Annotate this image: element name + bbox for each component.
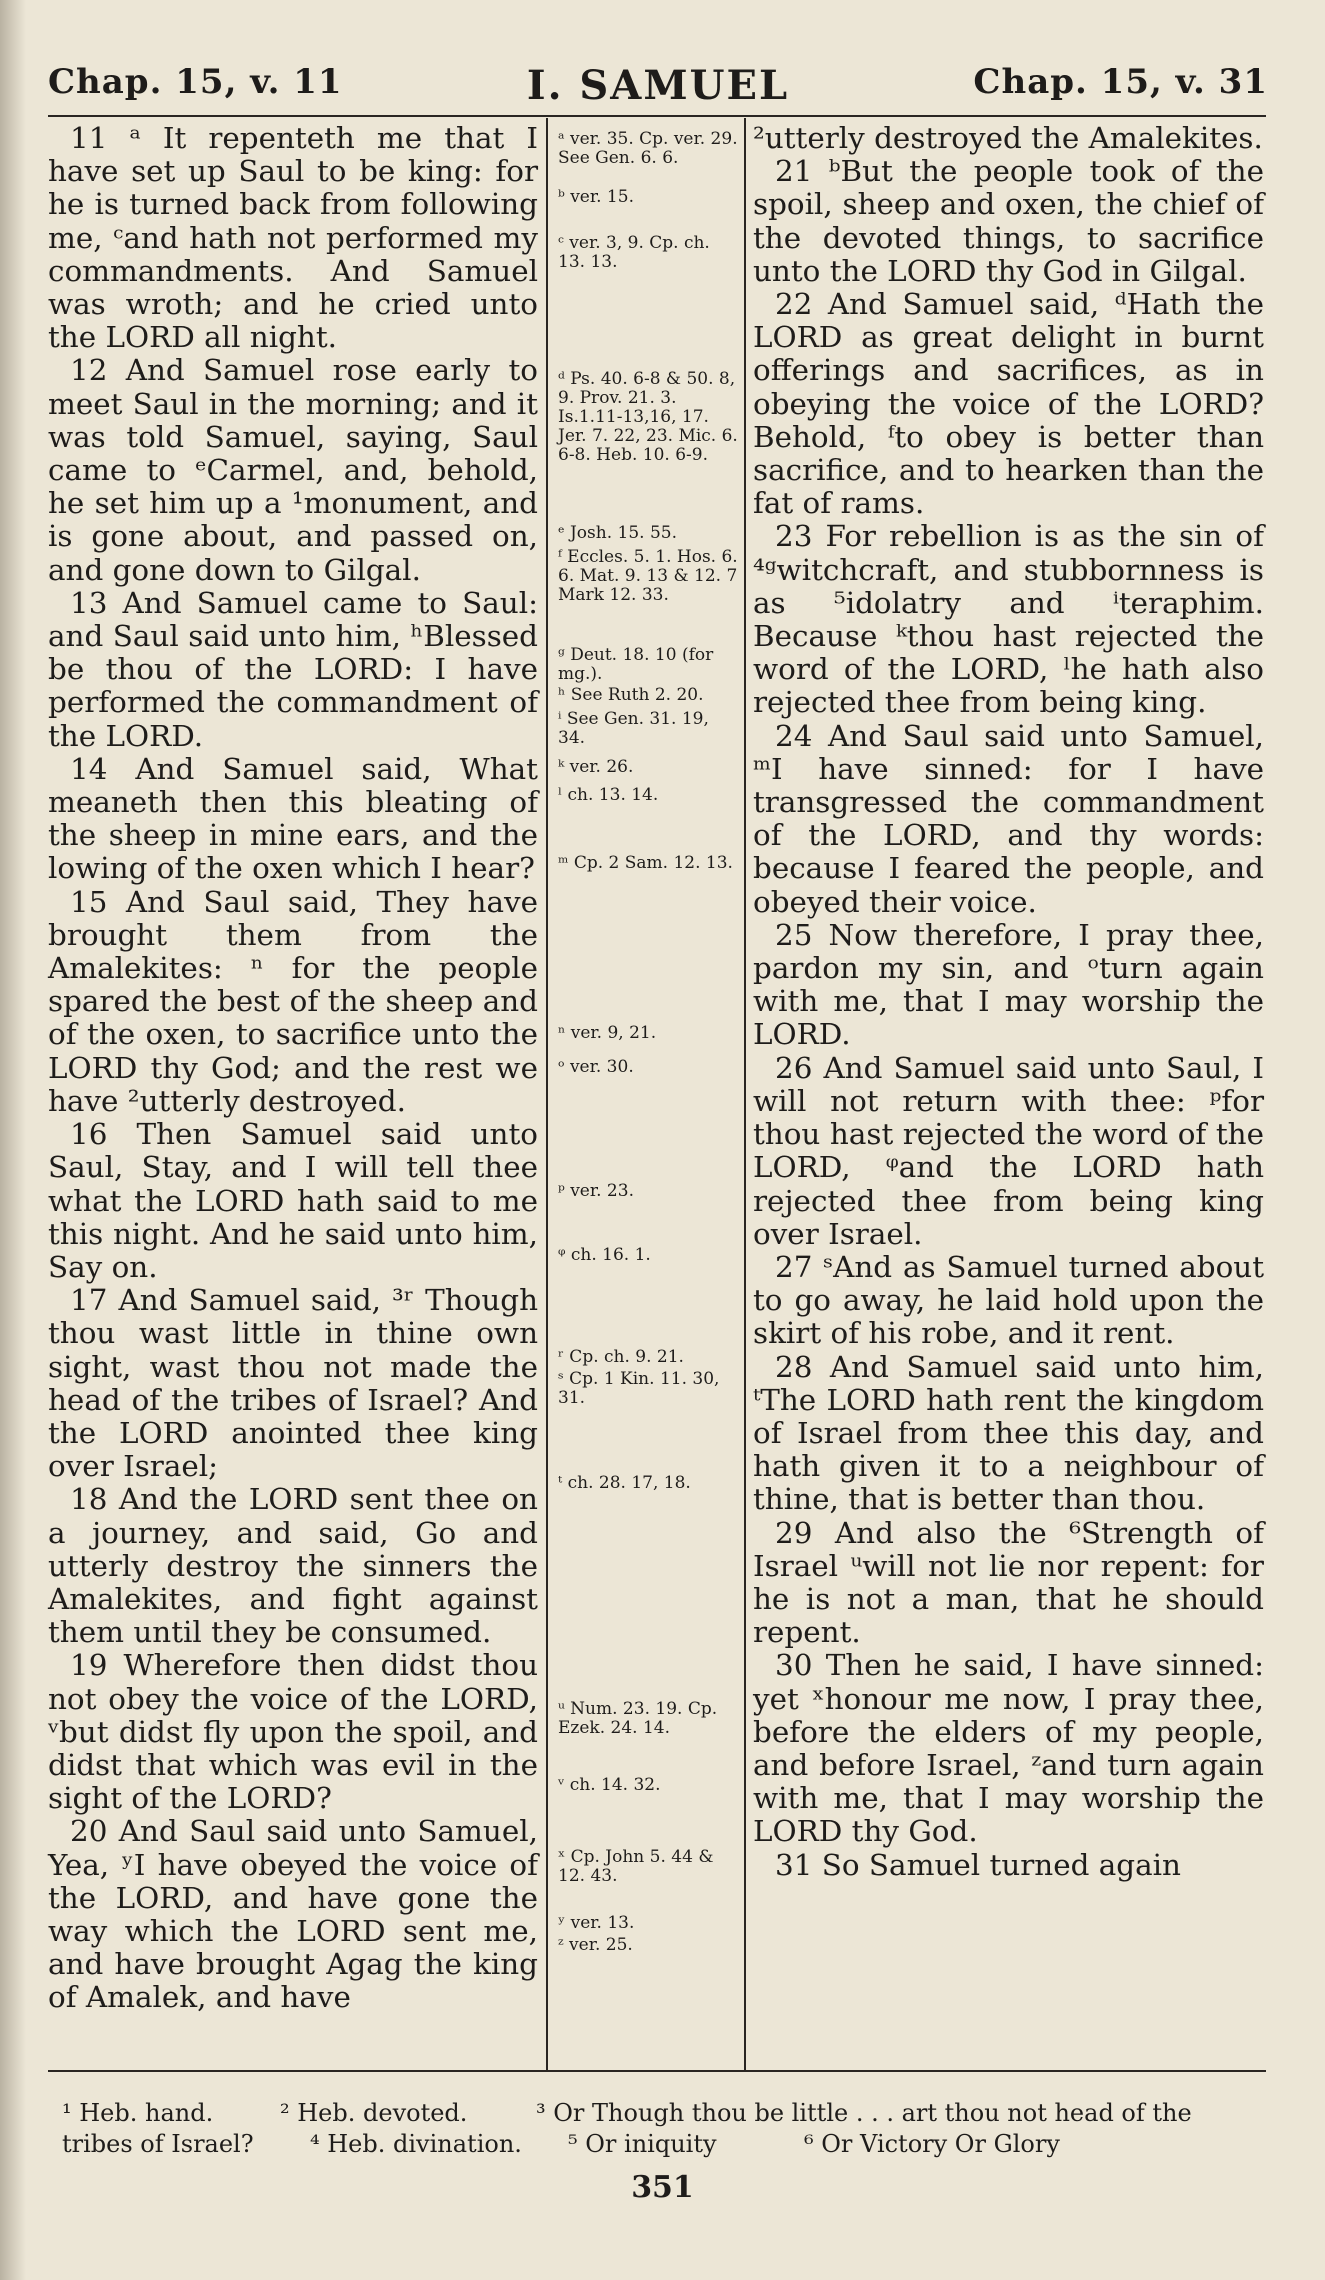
cross-ref-i: ⁱ See Gen. 31. 19, 34. [558,709,709,748]
footnote-3: ³ Or Though thou be little . . . art thou not head of the [536,2099,1192,2127]
cross-ref-t: ᵗ ch. 28. 17, 18. [558,1473,691,1493]
header-book-title: I. SAMUEL [526,62,790,109]
text-column-right [753,122,1264,1882]
cross-ref-f: ᶠ Eccles. 5. 1. Hos. 6. 6. Mat. 9. 13 & 12. 7 Mark 12. 33. [558,547,738,605]
verse-27: 27 ˢAnd as Samuel turned about to go away, he laid hold upon the skirt of his robe, and it rent. [753,1249,1264,1351]
cross-ref-z: ᶻ ver. 25. [558,1935,633,1955]
column-rule-right [744,118,746,2070]
cross-ref-v: ᵛ ch. 14. 32. [558,1775,661,1795]
verse-13: 13 And Samuel came to Saul: and Saul said unto him, ʰBlessed be thou of the LORD: I have performed the commandment of the LORD. [48,585,538,753]
running-header [48,62,1268,112]
cross-ref-x: ˣ Cp. John 5. 44 & 12. 43. [558,1847,714,1886]
cross-ref-y: ʸ ver. 13. [558,1913,635,1933]
cross-ref-g: ᵍ Deut. 18. 10 (for mg.). [558,645,714,684]
verse-15: 15 And Saul said, They have brought them from the Amalekites: ⁿ for the people spared the best of the sheep and of the oxen, to sacrifice unto the LORD thy God; and the rest we have ²utterly destroyed. [48,884,538,1118]
footnote-line-1 [48,2098,1268,2129]
verse-17: 17 And Samuel said, ³ʳ Though thou wast little in thine own sight, wast thou not made the head of the tribes of Israel? And the LORD anointed thee king over Israel; [48,1283,538,1484]
verse-21: 21 ᵇBut the people took of the spoil, sheep and oxen, the chief of the devoted things, to sacrifice unto the LORD thy God in Gilgal. [753,154,1264,288]
footnote-3-continued: tribes of Israel? [62,2130,254,2158]
footnote-4: ⁴ Heb. divination. [310,2130,522,2158]
cross-ref-d: ᵈ Ps. 40. 6-8 & 50. 8, 9. Prov. 21. 3. Is.1.11-13,16, 17. Jer. 7. 22, 23. Mic. 6. 6-8. Heb. 10. 6-9. [558,369,738,465]
footnote-5: ⁵ Or iniquity [568,2130,717,2158]
verse-11: 11 ᵃ It repenteth me that I have set up Saul to be king: for he is turned back from following me, ᶜand hath not performed my commandments. And Samuel was wroth; and he cried unto the LORD all night. [48,121,538,355]
cross-ref-u: ᵘ Num. 23. 19. Cp. Ezek. 24. 14. [558,1699,718,1738]
verse-14: 14 And Samuel said, What meaneth then this bleating of the sheep in mine ears, and the lowing of the oxen which I hear? [48,751,538,886]
header-chapter-right: Chap. 15, v. 31 [973,62,1268,102]
verse-19: 19 Wherefore then didst thou not obey the voice of the LORD, ᵛbut didst fly upon the spoil, and didst that which was evil in the sight of the LORD? [48,1648,538,1816]
cross-ref-m: ᵐ Cp. 2 Sam. 12. 13. [558,853,733,873]
cross-ref-b: ᵇ ver. 15. [558,187,634,207]
header-chapter-left: Chap. 15, v. 11 [48,62,343,102]
footnote-2: ² Heb. devoted. [280,2099,468,2127]
cross-ref-n: ⁿ ver. 9, 21. [558,1023,657,1043]
cross-ref-o: ᵒ ver. 30. [558,1057,634,1077]
page-number: 351 [631,2170,694,2205]
verse-20-continued: ²utterly destroyed the Amalekites. [753,121,1263,155]
cross-ref-s: ˢ Cp. 1 Kin. 11. 30, 31. [558,1369,720,1408]
footnotes [48,2098,1268,2160]
cross-ref-l: ˡ ch. 13. 14. [558,785,659,805]
cross-ref-h: ʰ See Ruth 2. 20. [558,685,704,705]
verse-18: 18 And the LORD sent thee on a journey, and said, Go and utterly destroy the sinners the Amalekites, and fight against them until they be consumed. [48,1482,538,1650]
verse-20: 20 And Saul said unto Samuel, Yea, ʸI have obeyed the voice of the LORD, and have gone the way which the LORD sent me, and have brought Agag the king of Amalek, and have [48,1814,538,2015]
verse-28: 28 And Samuel said unto him, ᵗThe LORD hath rent the kingdom of Israel from thee this day, and hath given it to a neighbour of thine, that is better than thou. [753,1349,1264,1517]
cross-ref-e: ᵉ Josh. 15. 55. [558,523,677,543]
verse-16: 16 Then Samuel said unto Saul, Stay, and I will tell thee what the LORD hath said to me this night. And he said unto him, Say on. [48,1117,538,1284]
verse-26: 26 And Samuel said unto Saul, I will not return with thee: ᵖfor thou hast rejected the word of the LORD, ᵠand the LORD hath rejected thee from being king over Israel. [753,1050,1264,1251]
verse-12: 12 And Samuel rose early to meet Saul in the morning; and it was told Samuel, saying, Saul came to ᵉCarmel, and, behold, he set him up a ¹monument, and is gone about, and passed on, and gone down to Gilgal. [48,353,538,587]
verse-24: 24 And Saul said unto Samuel, ᵐI have sinned: for I have transgressed the commandment of the LORD, and thy words: because I feared the people, and obeyed their voice. [753,718,1264,919]
cross-ref-p: ᵖ ver. 23. [558,1181,634,1201]
verse-25: 25 Now therefore, I pray thee, pardon my sin, and ᵒturn again with me, that I may worship the LORD. [753,917,1264,1052]
verse-23: 23 For rebellion is as the sin of ⁴ᵍwitchcraft, and stubbornness is as ⁵idolatry and ⁱteraphim. Because ᵏthou hast rejected the word of the LORD, ˡhe hath also rejected thee from being king. [753,519,1264,720]
footer-rule [48,2070,1266,2072]
page-gutter-shadow [0,0,26,2280]
verse-30: 30 Then he said, I have sinned: yet ˣhonour me now, I pray thee, before the elders of my people, and before Israel, ᶻand turn again with me, that I may worship the LORD thy God. [753,1648,1264,1849]
cross-ref-k: ᵏ ver. 26. [558,757,634,777]
verse-31: 31 So Samuel turned again [775,1847,1181,1882]
footnote-line-2 [48,2129,1268,2160]
cross-ref-a: ᵃ ver. 35. Cp. ver. 29. See Gen. 6. 6. [558,129,738,168]
text-column-left [48,122,538,2015]
verse-22: 22 And Samuel said, ᵈHath the LORD as great delight in burnt offerings and sacrifices, as in obeying the voice of the LORD? Behold, ᶠto obey is better than sacrifice, and to hearken than the fat of rams. [753,287,1264,521]
footnote-1: ¹ Heb. hand. [62,2099,214,2127]
header-rule [48,115,1266,117]
footnote-6: ⁶ Or Victory Or Glory [804,2130,1060,2158]
column-rule-left [546,118,548,2070]
cross-ref-r: ʳ Cp. ch. 9. 21. [558,1347,684,1367]
cross-ref-c: ᶜ ver. 3, 9. Cp. ch. 13. 13. [558,233,710,272]
cross-ref-q: ᵠ ch. 16. 1. [558,1245,651,1265]
verse-29: 29 And also the ⁶Strength of Israel ᵘwill not lie nor repent: for he is not a man, that he should repent. [753,1515,1264,1650]
